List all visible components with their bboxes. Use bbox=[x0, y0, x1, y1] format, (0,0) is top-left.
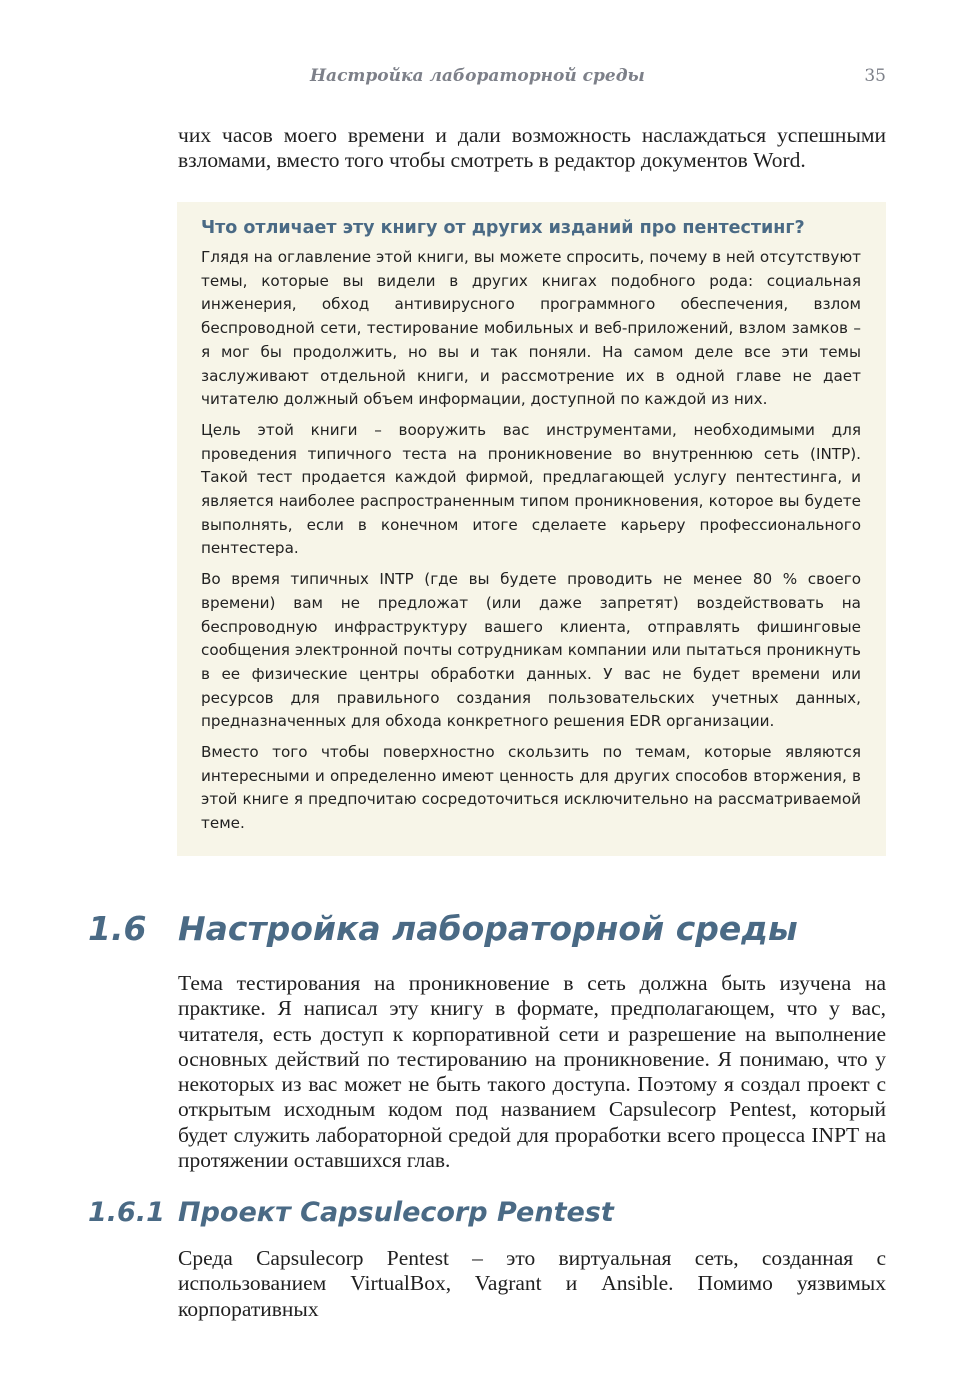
intro-paragraph: чих часов моего времени и дали возможность наслаждаться успешными взломами, вместо того чтобы смотреть в редактор документов Word. bbox=[178, 123, 886, 173]
sidebar-paragraph: Цель этой книги – вооружить вас инструментами, необходимыми для проведения типичного теста на проникновение во внутреннюю сеть (INTP). Такой тест продается каждой фирмой, предлагающей услугу пентестинга, и является наиболее распространенным типом проникновения, которое вы будете выполнять, если в конечном итоге сделаете карьеру профессионального пентестера. bbox=[201, 420, 861, 558]
sidebar-box bbox=[177, 202, 886, 856]
section-paragraph: Тема тестирования на проникновение в сеть должна быть изучена на практике. Я написал эту книгу в формате, предполагающем, что у вас, читателя, есть доступ к корпоративной сети и разрешение на выполнение основных действий по тестированию на проникновение. Я понимаю, что у некоторых из вас может не быть такого доступа. Поэтому я создал проект с открытым исходным кодом под названием Capsulecorp Pentest, который будет служить лабораторной средой для проработки всего процесса INPT на протяжении оставшихся глав. bbox=[178, 971, 886, 1173]
running-title: Настройка лабораторной среды bbox=[310, 66, 645, 86]
sidebar-title: Что отличает эту книгу от других изданий про пентестинг? bbox=[201, 218, 805, 238]
subsection-title: Проект Capsulecorp Pentest bbox=[178, 1197, 614, 1228]
section-number: 1.6 bbox=[88, 909, 147, 948]
sidebar-paragraph: Глядя на оглавление этой книги, вы можете спросить, почему в ней отсутствуют темы, которые вы видели в других книгах подобного рода: социальная инженерия, обход антивирусного программного обеспечения, взлом беспроводной сети, тестирование мобильных и веб-приложений, взлом замков – я мог бы продолжить, но вы и так поняли. На самом деле все эти темы заслуживают отдельной книги, и рассмотрение их в одной главе не дает читателю должный объем информации, доступной по каждой из них. bbox=[201, 248, 861, 409]
page-number: 35 bbox=[864, 66, 886, 86]
sidebar-paragraph: Во время типичных INTP (где вы будете проводить не менее 80 % своего времени) вам не предложат (или даже запретят) воздействовать на беспроводную инфраструктуру вашего клиента, отправлять фишинговые сообщения электронной почты сотрудникам компании или пытаться проникнуть в ее физические центры обработки данных. У вас не будет времени или ресурсов для правильного создания пользовательских учетных данных, предназначенных для обхода конкретного решения EDR организации. bbox=[201, 570, 861, 731]
section-title: Настройка лабораторной среды bbox=[178, 909, 798, 948]
subsection-number: 1.6.1 bbox=[88, 1197, 165, 1228]
sidebar-paragraph: Вместо того чтобы поверхностно скользить по темам, которые являются интересными и определенно имеют ценность для других способов вторжения, в этой книге я предпочитаю сосредоточиться исключительно на рассматриваемой теме. bbox=[201, 743, 861, 833]
running-header bbox=[178, 66, 886, 94]
subsection-paragraph: Среда Capsulecorp Pentest – это виртуальная сеть, созданная с использованием VirtualBox, Vagrant и Ansible. Помимо уязвимых корпоративных bbox=[178, 1246, 886, 1321]
